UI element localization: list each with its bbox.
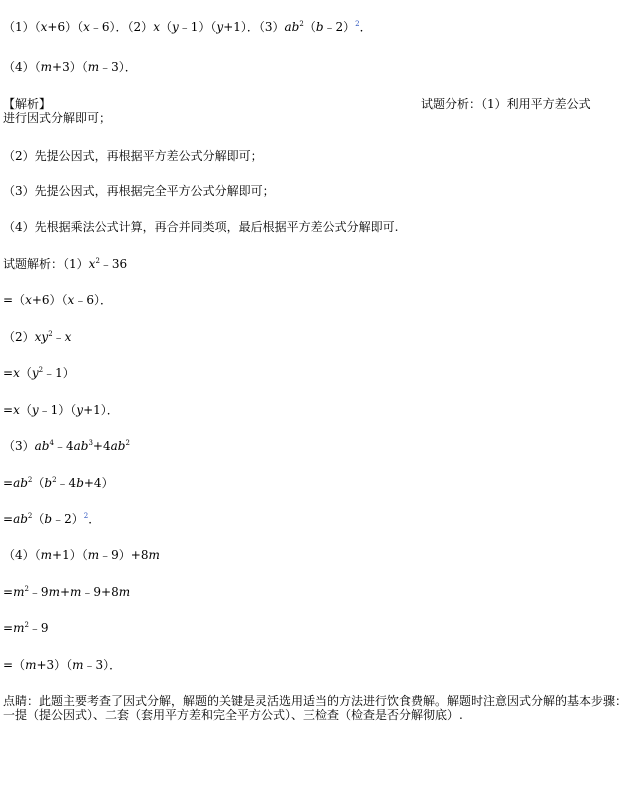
solution-part-2-step: $=x(y^2﹣1)$ — [3, 366, 75, 380]
answer-line-1: （1）（x+6）（x﹣6）．（2）x（y﹣1）（y+1）．$(3)ab^2(b﹣2)^2$． — [3, 20, 372, 34]
analysis-heading: 【解析】 — [3, 97, 52, 111]
analysis-step-4: （4）先根据乘法公式计算，再合并同类项，最后根据平方差公式分解即可. — [3, 220, 399, 234]
solution-heading: 试题解析： — [3, 257, 64, 271]
solution-part-3-question: $(3)ab^4﹣4ab^3+4ab^2$ — [3, 439, 130, 453]
analysis-step-3: （3）先提公因式，再根据完全平方公式分解即可； — [3, 184, 275, 198]
comment-paragraph: 点睛：此题主要考查了因式分解，解题的关键是灵活选用适当的方法进行饮食费解。解题时注意因式分解的基本步骤：一提（提公因式）、二套（套用平方差和完全平方公式）、三检查（检查是否分解彻底）. — [3, 694, 628, 722]
solution-part-4-question: （4）（m+1）（m﹣9）+8m — [3, 548, 160, 562]
solution-part-2-question: $(2)xy^2﹣x$ — [3, 330, 72, 344]
solution-part-4-result: =（m+3）（m﹣3）． — [3, 658, 122, 672]
solution-part-1-question: 试题解析：$(1)x^2﹣36$ — [3, 257, 128, 271]
analysis-intro: 试题分析：（1）利用平方差公式 — [421, 97, 591, 111]
solution-part-2-result: =x（y﹣1）（y+1）． — [3, 403, 119, 417]
analysis-step-2: （2）先提公因式，再根据平方差公式分解即可； — [3, 149, 263, 163]
solution-part-3-result: $=ab^2(b﹣2)^2$． — [3, 512, 101, 526]
solution-part-4-step-2: $=m^2﹣9$ — [3, 621, 49, 635]
solution-part-3-step: $=ab^2(b^2﹣4b+4)$ — [3, 476, 114, 490]
solution-part-4-step-1: $=m^2﹣9m+m﹣9+8m$ — [3, 585, 131, 599]
answer-line-4: （4）（m+3）（m﹣3）． — [3, 60, 137, 74]
analysis-intro-continued: 进行因式分解即可； — [3, 111, 112, 125]
solution-part-1-result: =（x+6）（x﹣6）． — [3, 293, 112, 307]
